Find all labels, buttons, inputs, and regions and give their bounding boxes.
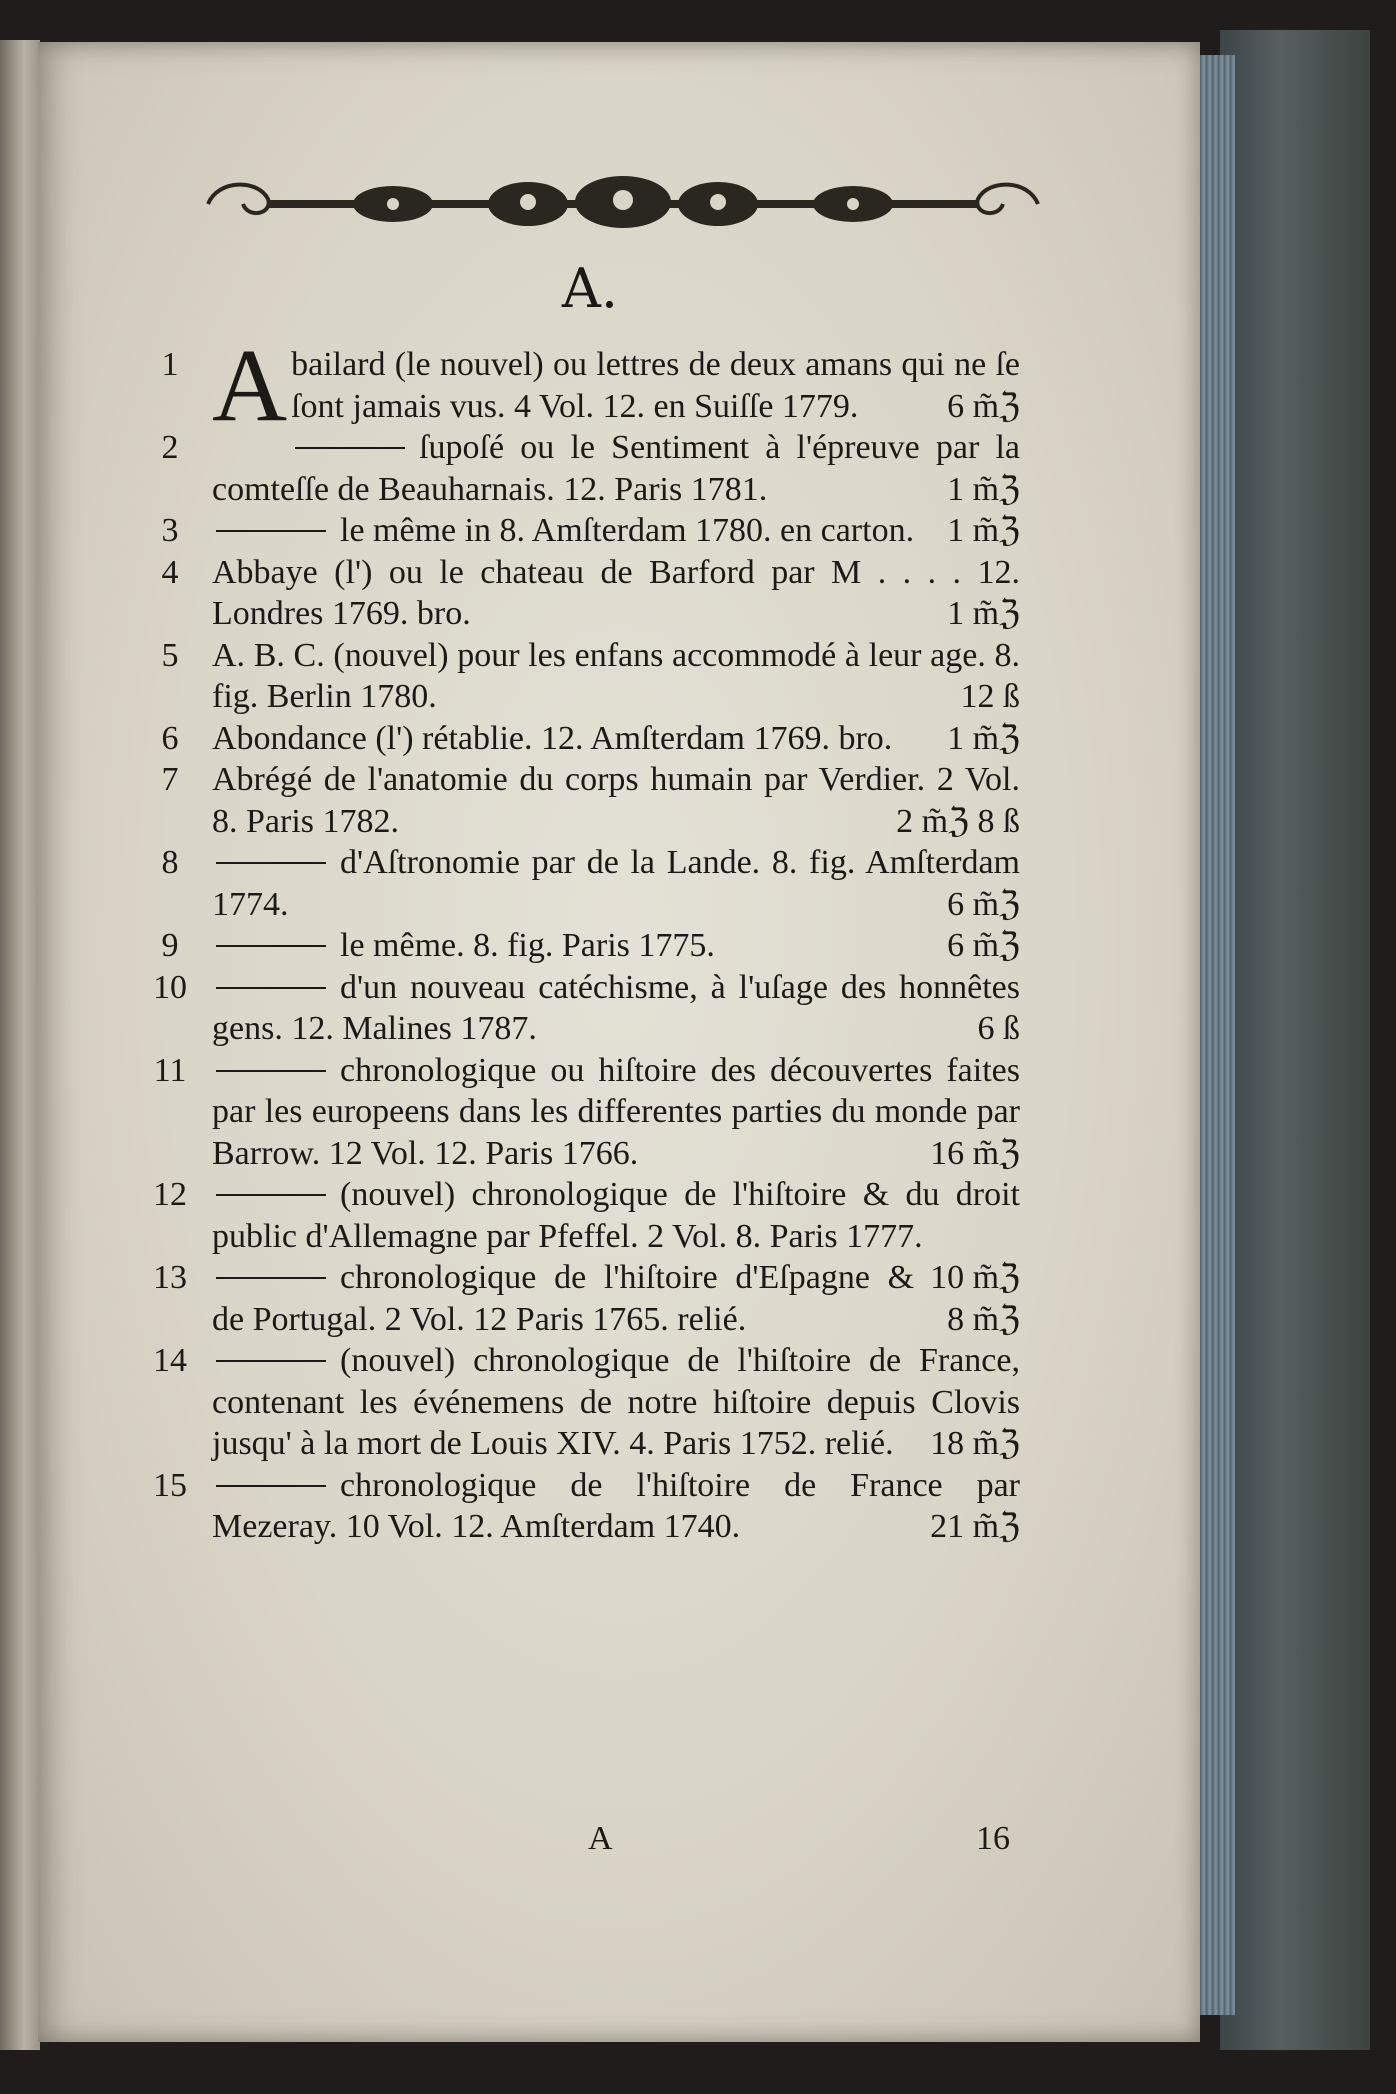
entry-number: 6 (161, 719, 179, 757)
entry-text: (nouvel) chronologique de l'hiſtoire & du droit public d'Allemagne par Pfeffel. 2 Vol. 8. Paris 1777. (212, 1176, 1020, 1255)
entry-price: 6 ß (977, 1010, 1020, 1047)
entry-number: 13 (153, 1259, 187, 1296)
entry-text: le même. 8. fig. Paris 1775. (340, 927, 715, 964)
catchword: 16 (976, 1820, 1010, 1857)
entry-text: chronologique de l'hiſtoire de France par Mezeray. 10 Vol. 12. Amſterdam 1740. (212, 1466, 1020, 1545)
ditto-dash (216, 530, 326, 532)
ditto-dash (216, 1070, 326, 1072)
drop-cap-letter: A (212, 328, 288, 443)
entry-text: chronologique ou hiſtoire des découvertes faites par les europeens dans les differentes parties du monde par Barrow. 12 Vol. 12. Paris 1766. (212, 1051, 1020, 1172)
entry-price: 1 m̃ℨ (947, 595, 1020, 632)
entry-number: 8 (161, 844, 179, 881)
ditto-dash (295, 447, 405, 449)
ditto-dash (216, 1194, 326, 1196)
entry-text: chronologique de l'hiſtoire d'Eſpagne & de Portugal. 2 Vol. 12 Paris 1765. relié. (212, 1259, 915, 1338)
entry-number: 2 (161, 429, 179, 466)
entry-number: 10 (153, 968, 187, 1006)
catalogue-entry-2 (140, 427, 1020, 510)
ditto-dash (216, 862, 326, 864)
ditto-dash (216, 987, 326, 989)
catalogue-entry-4 (140, 552, 1020, 635)
ditto-dash (216, 945, 326, 947)
entry-price: 6 m̃ℨ (947, 927, 1020, 964)
entry-text: Abbaye (l') ou le chateau de Barford par M . . . . 12. Londres 1769. bro. (212, 553, 1020, 632)
entry-text: A. B. C. (nouvel) pour les enfans accommodé à leur age. 8. fig. Berlin 1780. (212, 636, 1020, 715)
entry-number: 7 (161, 761, 179, 798)
section-letter-heading: A. (561, 257, 619, 320)
entry-text: Abrégé de l'anatomie du corps humain par Verdier. 2 Vol. 8. Paris 1782. (212, 761, 1020, 840)
entry-price: 1 m̃ℨ (947, 512, 1020, 549)
book-cover (1220, 30, 1370, 2050)
entry-price: 1 m̃ℨ (947, 719, 1020, 757)
entry-number: 14 (153, 1342, 187, 1379)
entry-text: Abondance (l') rétablie. 12. Amſterdam 1769. bro. (212, 719, 893, 757)
entry-price: 6 m̃ℨ (947, 387, 1020, 425)
entry-text: ſupoſé ou le Sentiment à l'épreuve par la comteſſe de Beauharnais. 12. Paris 1781. (212, 429, 1020, 508)
entry-number: 12 (153, 1176, 187, 1213)
ditto-dash (216, 1277, 326, 1279)
entry-number: 15 (153, 1466, 187, 1504)
entry-text: bailard (le nouvel) ou lettres de deux amans qui ne ſe ſont jamais vus. 4 Vol. 12. en Suiſſe 1779. (291, 346, 1020, 425)
entry-number: 3 (161, 512, 179, 549)
catalogue-entry-3 (140, 510, 1020, 552)
entry-price: 8 m̃ℨ (947, 1300, 1020, 1338)
entry-text: d'Aſtronomie par de la Lande. 8. fig. Amſterdam 1774. (212, 844, 1020, 923)
entry-price: 12 ß (960, 678, 1020, 715)
entry-price: 1 m̃ℨ (947, 470, 1020, 508)
catalogue-entry-5 (140, 635, 1020, 718)
ditto-dash (216, 1360, 326, 1362)
entry-price: 2 m̃ℨ 8 ß (896, 802, 1020, 840)
catalogue-entry-7 (140, 759, 1020, 842)
entry-number: 9 (161, 927, 179, 964)
catalogue-entry-11 (140, 1050, 1020, 1175)
entry-price: 21 m̃ℨ (930, 1508, 1020, 1545)
entry-text: d'un nouveau catéchisme, à l'uſage des honnêtes gens. 12. Malines 1787. (212, 968, 1020, 1047)
catalogue-entry-1 (140, 328, 1020, 443)
ornament-divider (198, 174, 1048, 234)
left-page-edge (0, 40, 40, 2050)
catalogue-entry-10 (140, 967, 1020, 1050)
ditto-dash (216, 1485, 326, 1487)
entry-number: 4 (161, 553, 179, 591)
entry-price: 10 m̃ℨ (930, 1259, 1020, 1296)
catalogue-entries (140, 328, 1020, 1548)
catalogue-entry-13 (140, 1257, 1020, 1340)
entry-price: 16 m̃ℨ (930, 1134, 1020, 1172)
entry-price: 18 m̃ℨ (930, 1425, 1020, 1462)
catalogue-entry-8 (140, 842, 1020, 925)
catalogue-entry-15 (140, 1465, 1020, 1548)
entry-text: (nouvel) chronologique de l'hiſtoire de France, contenant les événemens de notre hiſtoire depuis Clovis jusqu' à la mort de Louis XIV. 4. Paris 1752. relié. (212, 1342, 1020, 1462)
catalogue-entry-14 (140, 1340, 1020, 1465)
entry-text: le même in 8. Amſterdam 1780. en carton. (340, 512, 915, 549)
signature-mark: A (588, 1820, 613, 1857)
page-stack-edge (1195, 55, 1235, 2015)
entry-number: 11 (153, 1051, 187, 1089)
entry-number: 5 (161, 636, 179, 674)
entry-number: 1 (161, 346, 179, 383)
entry-price: 6 m̃ℨ (947, 885, 1020, 923)
catalogue-entry-6 (140, 718, 1020, 760)
catalogue-entry-9 (140, 925, 1020, 967)
